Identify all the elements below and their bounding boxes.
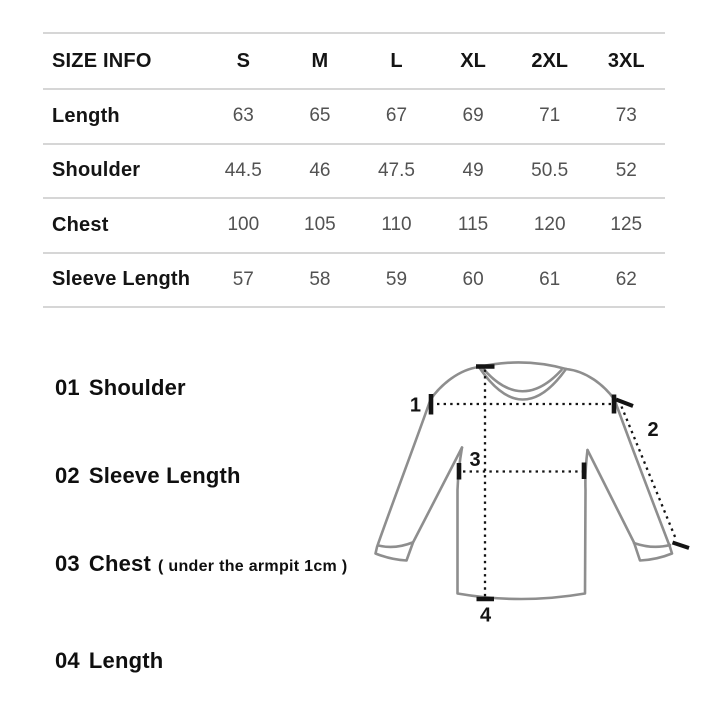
legend-number: 02 <box>55 463 80 488</box>
measure-chest <box>459 449 584 480</box>
cell-value: 73 <box>615 105 637 127</box>
shirt-right-cuff-line <box>634 543 670 547</box>
cell-value: 46 <box>309 159 331 181</box>
cell-value: 71 <box>539 105 561 127</box>
cell-value: 100 <box>227 214 260 236</box>
shirt-left-sleeve <box>376 367 480 561</box>
cell-value: 105 <box>304 214 336 236</box>
column-header-xl: XL <box>460 49 486 72</box>
table-header-label: SIZE INFO <box>52 49 152 72</box>
row-label: Sleeve Length <box>52 268 191 291</box>
marker-4: 4 <box>479 604 492 627</box>
cell-value: 44.5 <box>224 159 262 181</box>
legend-number: 04 <box>55 648 80 673</box>
cell-value: 62 <box>615 268 637 290</box>
table-row-shoulder <box>43 145 665 200</box>
legend-item-sleeve-length <box>55 463 241 489</box>
cell-value: 59 <box>385 268 408 290</box>
sleeve-cap-bottom <box>673 543 690 549</box>
row-label: Chest <box>52 213 109 236</box>
legend-item-length <box>55 648 163 674</box>
legend-label: Length <box>88 648 164 673</box>
cell-value: 61 <box>539 268 561 290</box>
cell-value: 60 <box>462 268 484 290</box>
table-row-chest <box>43 199 665 254</box>
row-label: Shoulder <box>52 159 141 182</box>
shirt-left-cuff-line <box>379 543 413 547</box>
table-row-length <box>43 90 665 145</box>
cell-value: 52 <box>615 159 637 181</box>
marker-3: 3 <box>469 449 481 471</box>
cell-value: 125 <box>610 214 643 236</box>
row-label: Length <box>52 104 120 127</box>
legend-number: 01 <box>55 375 80 400</box>
cell-value: 115 <box>457 214 489 236</box>
legend-item-chest <box>55 551 347 577</box>
column-header-s: S <box>236 49 250 72</box>
column-header-l: L <box>390 49 403 72</box>
legend-note: ( under the armpit 1cm ) <box>158 558 348 575</box>
cell-value: 57 <box>232 268 254 290</box>
column-header-2xl: 2XL <box>531 49 569 72</box>
size-table <box>43 32 665 308</box>
cell-value: 110 <box>381 214 412 236</box>
cell-value: 50.5 <box>531 159 569 181</box>
cell-value: 69 <box>462 105 484 127</box>
shirt-collar-outer <box>479 367 566 400</box>
sleeve-cap-top <box>616 400 633 407</box>
table-row-sleeve-length <box>43 254 665 309</box>
legend-label: Sleeve Length <box>88 463 241 488</box>
shirt-measurement-diagram <box>350 340 720 650</box>
legend-item-shoulder <box>55 375 186 401</box>
cell-value: 63 <box>232 105 254 127</box>
column-header-3xl: 3XL <box>607 49 645 72</box>
marker-1: 1 <box>409 394 421 417</box>
marker-2: 2 <box>647 419 659 441</box>
table-header-row <box>43 34 665 90</box>
cell-value: 120 <box>533 214 566 236</box>
cell-value: 47.5 <box>377 159 415 181</box>
legend-number: 03 <box>55 551 80 576</box>
cell-value: 67 <box>385 105 408 127</box>
cell-value: 65 <box>309 105 331 127</box>
cell-value: 58 <box>309 268 331 290</box>
cell-value: 49 <box>462 159 484 181</box>
measure-length <box>476 367 495 627</box>
legend-label: Shoulder <box>88 375 186 400</box>
legend-label: Chest <box>88 551 151 576</box>
column-header-m: M <box>311 49 329 72</box>
